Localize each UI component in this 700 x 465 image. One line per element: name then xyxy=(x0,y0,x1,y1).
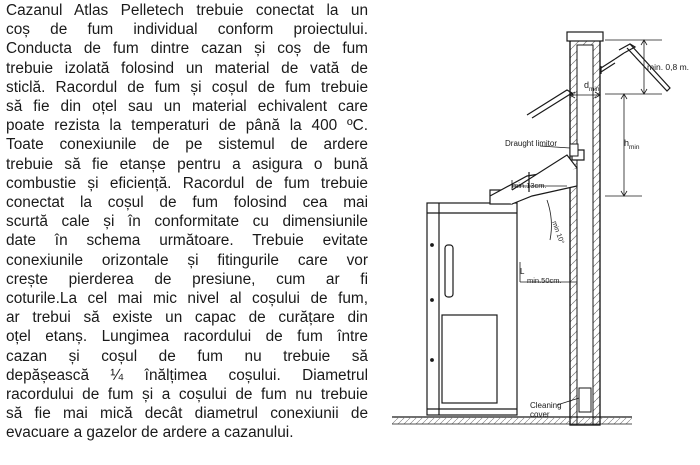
draught-limitor xyxy=(570,144,578,156)
paragraph-line: coș de fum individual conform proiectului. xyxy=(6,21,368,39)
paragraph-line: poate rezista la temperaturi de până la 400 ºC. xyxy=(6,117,368,135)
boiler-chimney-diagram xyxy=(372,0,700,465)
paragraph-line: să fie mai mică decât diametrul conexiunii de xyxy=(6,405,368,423)
l-symbol-label: L xyxy=(520,267,525,276)
paragraph-line: Conducta de fum dintre cazan și coș de fum xyxy=(6,40,368,58)
description-paragraph xyxy=(6,1,368,443)
min50cm-label: min.50cm. xyxy=(527,276,562,285)
paragraph-line: oțel etanș. Lungimea racordului de fum între xyxy=(6,328,368,346)
paragraph-line: sticlă. Racordul de fum și coșul de fum trebuie xyxy=(6,78,368,96)
paragraph-line: trebuie să fie etanșe pentru a asigura o bună xyxy=(6,155,368,173)
angle-marker xyxy=(547,200,551,240)
paragraph-line: coturile.La cel mai mic nivel al coșului de fum, xyxy=(6,290,368,308)
paragraph-line: scurtă cale și în conformitate cu dimensiunile xyxy=(6,213,368,231)
boiler xyxy=(427,203,517,415)
min-height-label: min. 0,8 m. xyxy=(647,62,690,72)
paragraph-line: depășească ¼ înălțimea coșului. Diametrul xyxy=(6,366,368,384)
paragraph-line: ar trebui să existe un capac de curățare din xyxy=(6,309,368,327)
paragraph-line: Cazanul Atlas Pelletech trebuie conectat la un xyxy=(6,2,368,19)
paragraph-line: cazan și coșul de fum nu trebuie să xyxy=(6,347,368,365)
paragraph-line: conexiunile orizontale și fitingurile care vor xyxy=(6,251,368,269)
paragraph-line: date în schema următoare. Trebuie evitate xyxy=(6,232,368,250)
cleaning-cover-label-line1: Cleaning xyxy=(530,401,562,410)
draught-limitor-label: Draught limitor xyxy=(505,139,558,148)
min10deg-label: min 10° xyxy=(550,220,565,246)
paragraph-line: conectat la coșul de fum folosind cea mai xyxy=(6,194,368,212)
min13cm-label: min.13cm. xyxy=(512,181,547,190)
paragraph-line: combustie și eficiență. Racordul de fum trebuie xyxy=(6,174,368,192)
paragraph-line: trebuie izolată folosind un material de vată de xyxy=(6,59,368,77)
paragraph-line: evacuare a gazelor de ardere a cazanului. xyxy=(6,424,294,442)
floor xyxy=(392,417,632,424)
dmin-label: $d_{min}$ xyxy=(584,80,600,93)
hmin-label: $h_{min}$ xyxy=(624,138,640,151)
paragraph-line: racordului de fum și a coșului de fum nu trebuie xyxy=(6,386,368,404)
paragraph-line: crește pierderea de presiune, cum ar fi xyxy=(6,270,368,288)
paragraph-line: Toate conexiunile de pe sistemul de ardere xyxy=(6,136,368,154)
cleaning-cover-label-line2: cover xyxy=(530,410,550,419)
paragraph-line: să fie din oțel sau un material echivalent care xyxy=(6,98,368,116)
